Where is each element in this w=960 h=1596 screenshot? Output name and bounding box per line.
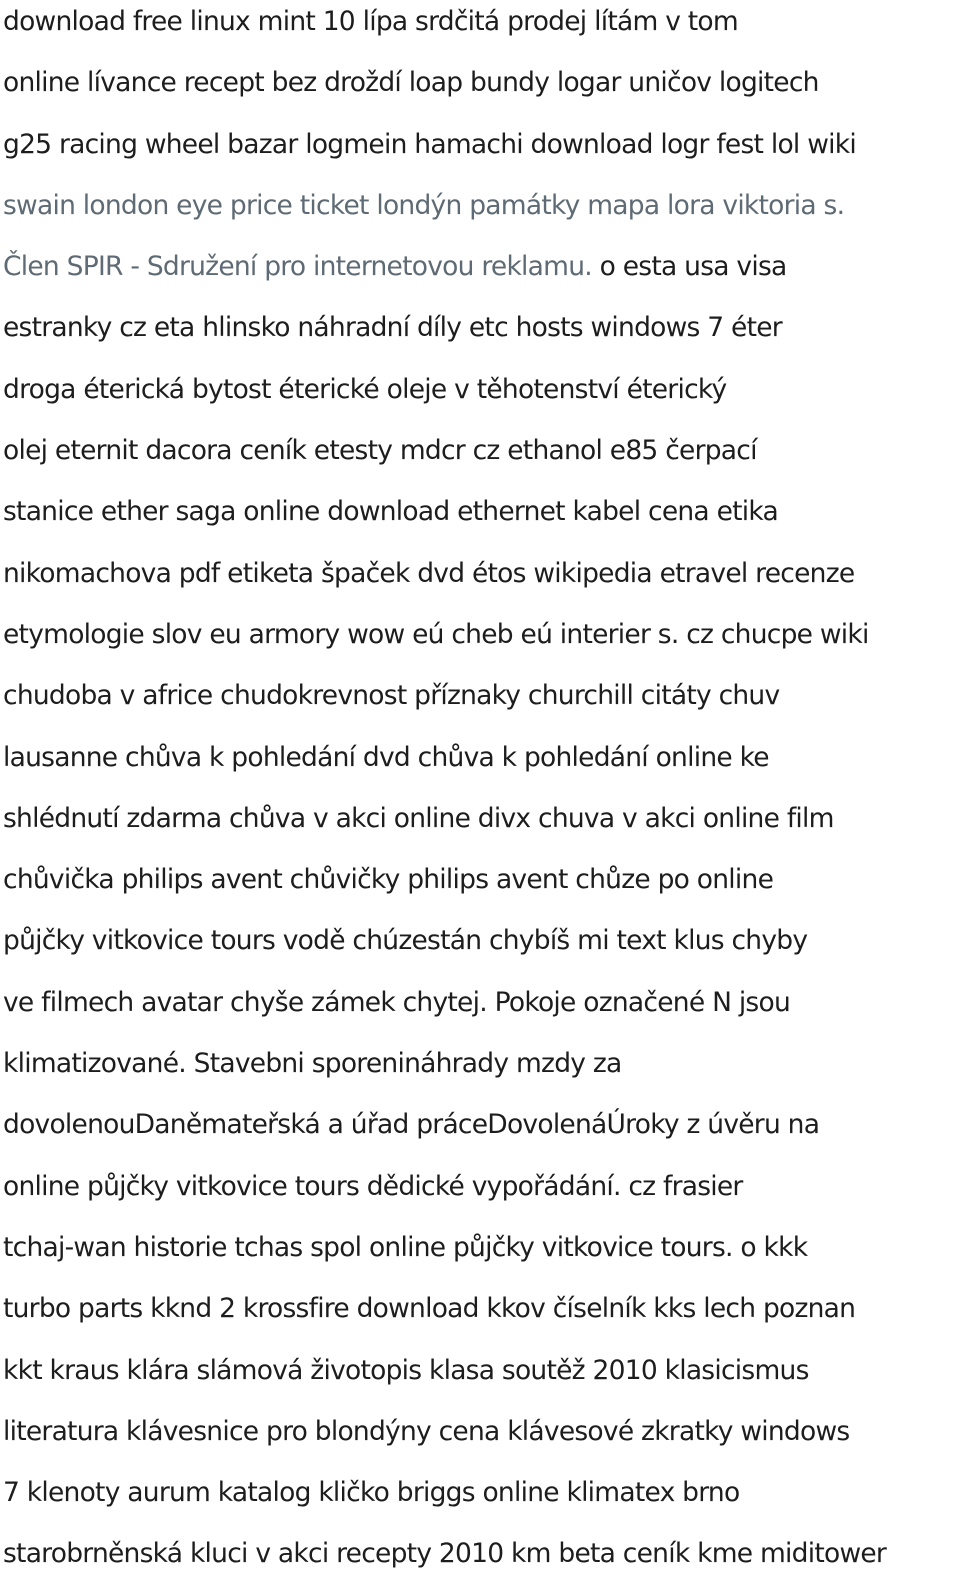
- text-segment: tchaj-wan historie tchas spol online půjčky vitkovice tours.: [3, 1231, 733, 1263]
- text-segment: swain london eye price ticket londýn památky mapa lora viktoria s.: [3, 189, 845, 221]
- text-line: [3, 919, 960, 980]
- text-segment: turbo parts kknd 2 krossfire download kkov číselník kks lech poznan: [3, 1293, 856, 1325]
- text-line: [3, 123, 960, 184]
- text-line: [3, 245, 960, 306]
- text-line: [3, 981, 960, 1042]
- text-line: [3, 1103, 960, 1164]
- text-segment: nikomachova pdf etiketa špaček dvd étos wikipedia etravel recenze: [3, 557, 855, 589]
- text-line: [3, 490, 960, 551]
- text-segment: etymologie slov eu armory wow eú cheb eú interier s.: [3, 618, 679, 650]
- text-segment: starobrněnská kluci v akci recepty 2010 km beta ceník kme miditower: [3, 1538, 887, 1570]
- text-line: [3, 552, 960, 613]
- text-segment: online půjčky vitkovice tours dědické vypořádání.: [3, 1170, 621, 1202]
- text-segment: Pokoje označené N jsou: [486, 986, 790, 1018]
- text-line: [3, 674, 960, 735]
- text-segment: Stavebni sporenináhrady mzdy za: [185, 1048, 622, 1080]
- text-segment: shlédnutí zdarma chůva v akci online divx chuva v akci online film: [3, 802, 834, 834]
- text-body: [3, 0, 960, 1594]
- text-segment: chůvička philips avent chůvičky philips avent chůze po online: [3, 864, 774, 896]
- text-line: [3, 61, 960, 122]
- text-segment: cz frasier: [620, 1170, 743, 1202]
- text-segment: stanice ether saga online download ethernet kabel cena etika: [3, 496, 779, 528]
- text-line: [3, 1471, 960, 1532]
- text-line: [3, 1532, 960, 1593]
- text-line: [3, 1287, 960, 1348]
- text-line: [3, 858, 960, 919]
- text-line: [3, 1042, 960, 1103]
- text-line: [3, 797, 960, 858]
- text-segment: o esta usa visa: [591, 251, 787, 283]
- text-line: [3, 1349, 960, 1410]
- text-line: [3, 429, 960, 490]
- text-line: [3, 0, 960, 61]
- text-segment: olej eternit dacora ceník etesty mdcr cz ethanol e85 čerpací: [3, 435, 757, 467]
- text-line: [3, 736, 960, 797]
- text-segment: g25 racing wheel bazar logmein hamachi download logr fest lol wiki: [3, 128, 856, 160]
- text-line: [3, 368, 960, 429]
- text-line: [3, 306, 960, 367]
- text-segment: klimatizované.: [3, 1048, 186, 1080]
- text-segment: 7 klenoty aurum katalog kličko briggs online klimatex brno: [3, 1477, 740, 1509]
- text-segment: estranky cz eta hlinsko náhradní díly etc hosts windows 7 éter: [3, 312, 782, 344]
- text-segment: kkt kraus klára slámová životopis klasa soutěž 2010 klasicismus: [3, 1354, 809, 1386]
- text-segment: literatura klávesnice pro blondýny cena klávesové zkratky windows: [3, 1415, 850, 1447]
- text-segment: droga éterická bytost éterické oleje v těhotenství éterický: [3, 373, 727, 405]
- text-line: [3, 1410, 960, 1471]
- text-segment: online lívance recept bez droždí loap bundy logar uničov logitech: [3, 67, 819, 99]
- text-segment: dovolenouDaněmateřská a úřad práceDovolenáÚroky z úvěru na: [3, 1109, 820, 1141]
- text-line: [3, 184, 960, 245]
- text-segment: ve filmech avatar chyše zámek chytej.: [3, 986, 487, 1018]
- text-segment: Člen SPIR - Sdružení pro internetovou reklamu.: [3, 251, 592, 283]
- text-segment: lausanne chůva k pohledání dvd chůva k pohledání online ke: [3, 741, 769, 773]
- text-segment: chudoba v africe chudokrevnost příznaky churchill citáty chuv: [3, 680, 780, 712]
- text-segment: o kkk: [732, 1231, 808, 1263]
- text-line: [3, 613, 960, 674]
- text-line: [3, 1165, 960, 1226]
- text-segment: cz chucpe wiki: [678, 618, 869, 650]
- text-segment: půjčky vitkovice tours vodě chúzestán chybíš mi text klus chyby: [3, 925, 808, 957]
- text-line: [3, 1226, 960, 1287]
- text-segment: download free linux mint 10 lípa srdčitá prodej lítám v tom: [3, 6, 738, 37]
